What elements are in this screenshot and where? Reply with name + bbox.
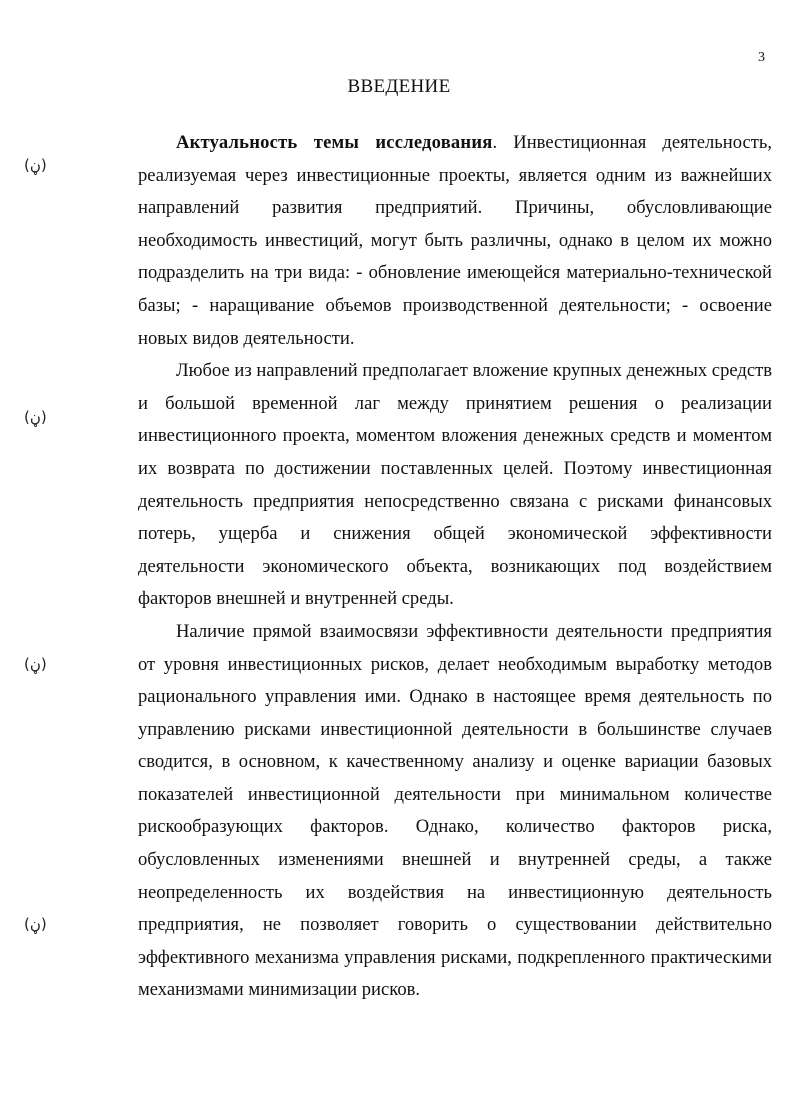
margin-mark: (ڼ) — [24, 156, 47, 174]
paragraph-text: . Инвестиционная деятельность, реализуемая через инвестиционные проекты, является одним из важнейших направлений развития предприятий. Причины, обусловливающие необходимость инвестиций, могут быть различны, однако в целом их можно подразделить на три вида: - обновление имеющейся материально-технической базы; - наращивание объемов производственной деятельности; - освоение новых видов деятельности. — [138, 132, 772, 349]
section-title: ВВЕДЕНИЕ — [347, 76, 451, 97]
page-number: 3 — [758, 50, 765, 65]
paragraph-lead: Актуальность темы исследования — [176, 132, 493, 153]
margin-mark: (ڼ) — [24, 915, 47, 933]
body-text — [138, 127, 772, 1007]
paragraph-relevance — [138, 127, 772, 355]
paragraph-directions: Любое из направлений предполагает вложение крупных денежных средств и большой временной лаг между принятием решения о реализации инвестиционного проекта, моментом вложения денежных средств и моментом их возврата по достижении поставленных целей. Поэтому инвестиционная деятельность предприятия непосредственно связана с рисками финансовых потерь, ущерба и снижения общей экономической эффективности деятельности экономического объекта, возникающих под воздействием факторов внешней и внутренней среды. — [138, 360, 772, 610]
margin-mark: (ڼ) — [24, 655, 47, 673]
paragraph-risk-management: Наличие прямой взаимосвязи эффективности деятельности предприятия от уровня инвестиционных рисков, делает необходимым выработку методов рационального управления ими. Однако в настоящее время деятельность по управлению рисками инвестиционной деятельности в большинстве случаев сводится, в основном, к качественному анализу и оценке вариации базовых показателей инвестиционной деятельности при минимальном количестве рискообразующих факторов. Однако, количество факторов риска, обусловленных изменениями внешней и внутренней среды, а также неопределенность их воздействия на инвестиционную деятельность предприятия, не позволяет говорить о существовании действительно эффективного механизма управления рисками, подкрепленного практическими механизмами минимизации рисков. — [138, 620, 772, 1001]
margin-mark: (ڼ) — [24, 408, 47, 426]
